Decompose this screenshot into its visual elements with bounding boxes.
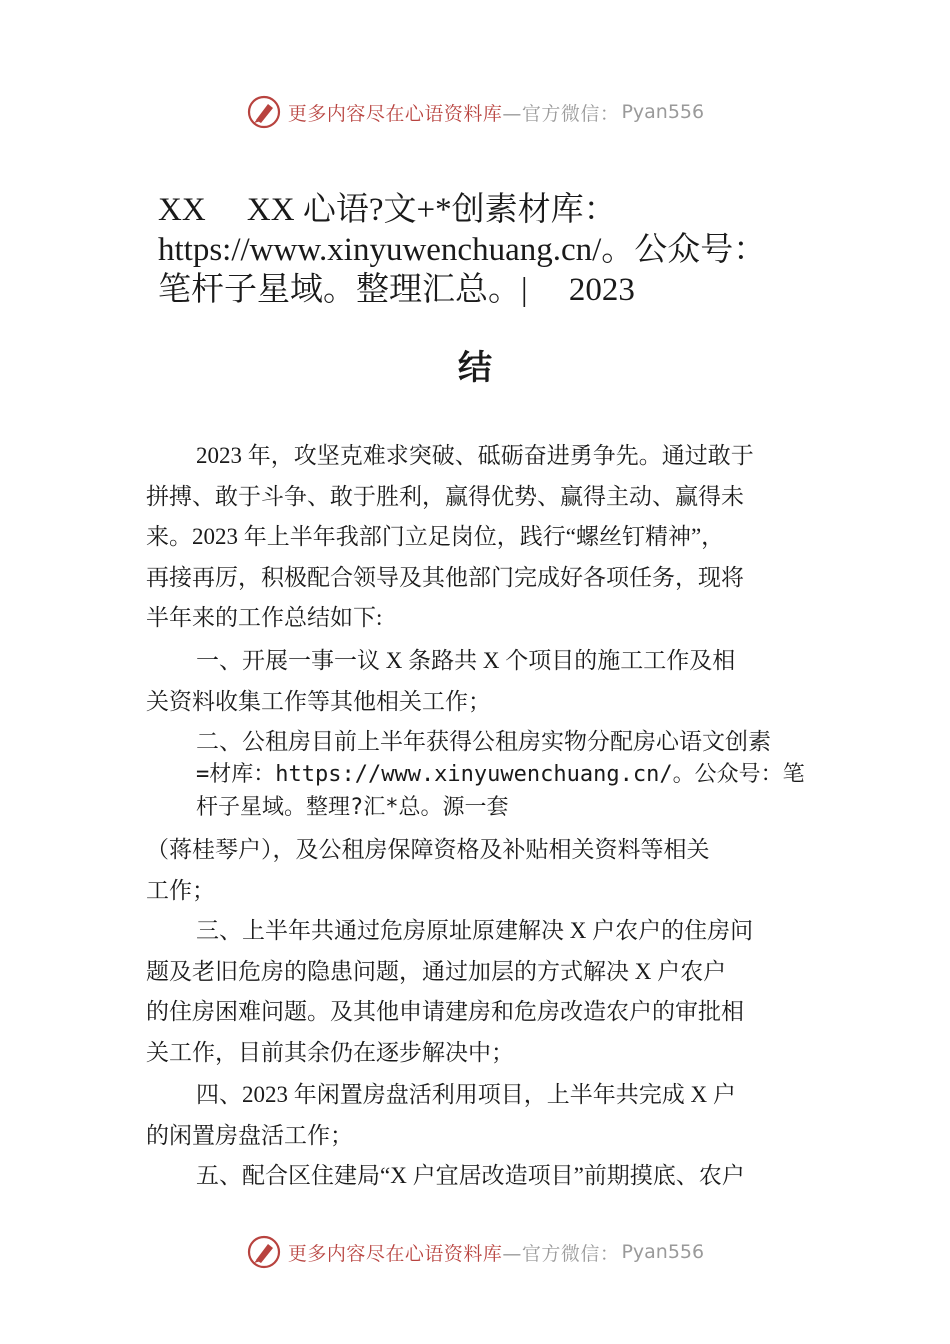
text-line: 的住房困难问题。及其他申请建房和危房改造农户的审批相 (146, 999, 744, 1024)
header-banner (0, 92, 950, 132)
paragraph-item-2-rest (146, 830, 826, 911)
text-line: 工作； (146, 877, 215, 903)
banner-site-name: 更多内容尽在心语资料库 (287, 102, 503, 125)
paragraph-item-5 (146, 1156, 826, 1197)
text-line: 二、公租房目前上半年获得公租房实物分配房心语文创素 (196, 729, 771, 754)
paragraph-item-2-mono (196, 758, 856, 824)
paragraph-item-4 (146, 1075, 826, 1156)
paragraph-item-1 (146, 641, 826, 722)
text-line: 五、配合区住建局“X 户宜居改造项目”前期摸底、农户 (196, 1163, 745, 1188)
title-line: https://www.xinyuwenchuang.cn/。公众号： (158, 232, 767, 268)
text-line: 杆子星域。整理?汇*总。源一套 (196, 795, 509, 820)
section-heading: 结 (458, 348, 492, 388)
banner-wechat-account: Pyan556 (621, 1241, 705, 1263)
text-line: 半年来的工作总结如下: (146, 605, 383, 630)
document-title (158, 190, 838, 310)
text-line: 题及老旧危房的隐患问题，通过加层的方式解决 X 户农户 (146, 958, 727, 984)
text-line: 关资料收集工作等其他相关工作； (146, 688, 491, 714)
paragraph-item-2 (146, 722, 826, 763)
banner-wechat-account: Pyan556 (621, 101, 705, 123)
text-line: 再接再厉，积极配合领导及其他部门完成好各项任务，现将 (146, 564, 744, 590)
text-line: 三、上半年共通过危房原址原建解决 X 户农户的住房问 (196, 918, 754, 943)
text-line: 四、2023 年闲置房盘活利用项目，上半年共完成 X 户 (196, 1082, 736, 1107)
text-line: =材库：https://www.xinyuwenchuang.cn/。公众号：笔 (196, 762, 805, 787)
paragraph-item-3 (146, 911, 826, 1073)
pen-nib-logo-icon (246, 1234, 282, 1270)
banner-wechat-label: —官方微信： (502, 1242, 620, 1265)
paragraph-intro (146, 436, 826, 639)
banner-site-name: 更多内容尽在心语资料库 (287, 1242, 503, 1265)
text-line: 一、开展一事一议 X 条路共 X 个项目的施工工作及相 (196, 648, 736, 673)
banner-wechat-label: —官方微信： (502, 102, 620, 125)
text-line: 的闲置房盘活工作； (146, 1122, 353, 1148)
text-line: 关工作，目前其余仍在逐步解决中； (146, 1039, 514, 1065)
pen-nib-logo-icon (246, 94, 282, 130)
text-line: 来。2023 年上半年我部门立足岗位，践行“螺丝钉精神”， (146, 524, 725, 549)
title-line: XX XX 心语?文+*创素材库： (158, 192, 617, 228)
footer-banner (0, 1232, 950, 1272)
title-line: 笔杆子星域。整理汇总。| 2023 (158, 272, 635, 308)
text-line: 2023 年，攻坚克难求突破、砥砺奋进勇争先。通过敢于 (196, 443, 754, 468)
text-line: 拼搏、敢于斗争、敢于胜利，赢得优势、赢得主动、赢得未 (146, 483, 744, 509)
text-line: （蒋桂琴户），及公租房保障资格及补贴相关资料等相关 (146, 837, 710, 862)
